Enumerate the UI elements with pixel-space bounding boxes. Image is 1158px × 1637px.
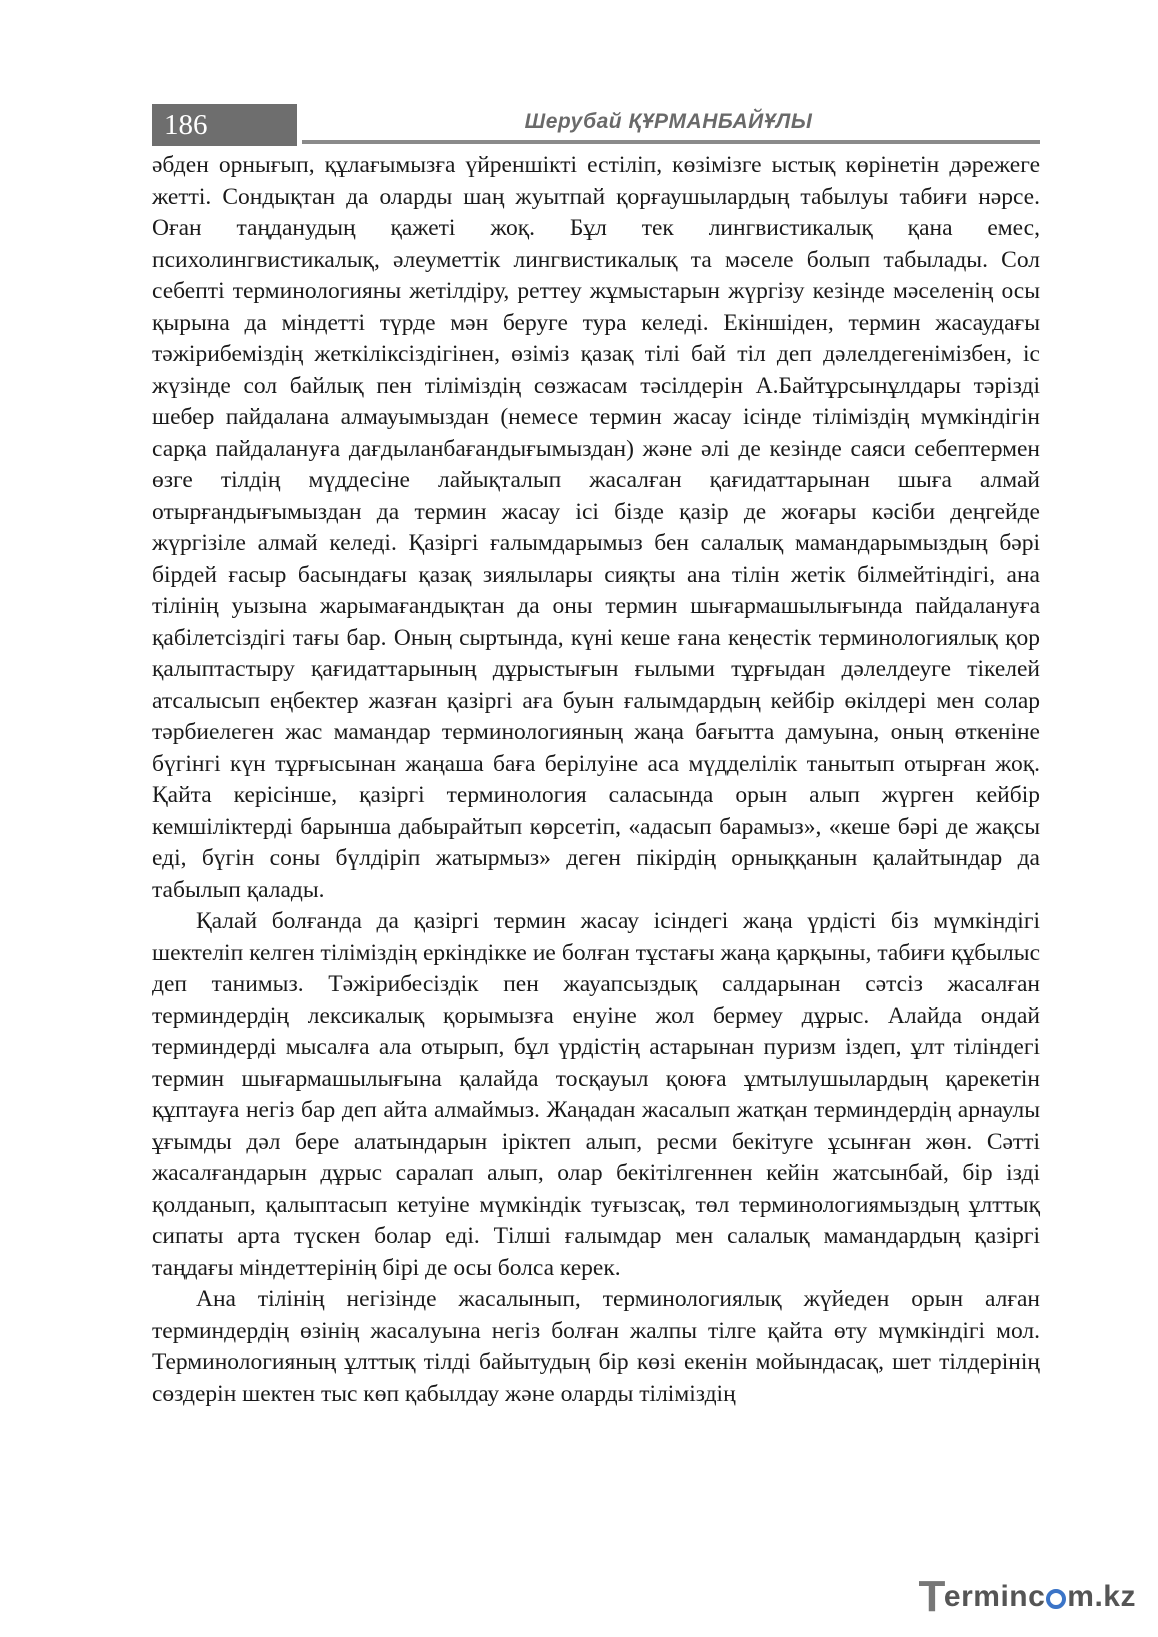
- paragraph: Қалай болғанда да қазіргі термин жасау ісіндегі жаңа үрдісті біз мүмкіндігі шектеліп келген тіліміздің еркіндікке ие болған тұстағы жаңа қарқыны, табиғи құбылыс деп танимыз. Тәжірибесіздік пен жауапсыздық салдарынан сәтсіз жасалған терминдердің лексикалық қорымызға енуіне жол бермеу дұрыс. Алайда ондай терминдерді мысалға ала отырып, бұл үрдістің астарынан пуризм іздеп, ұлт тіліндегі термин шығармашылығына қалайда тосқауыл қоюға ұмтылушылардың қарекетін құптауға негіз бар деп айта алмаймыз. Жаңадан жасалып жатқан терминдердің арнаулы ұғымды дәл бере алатындарын іріктеп алып, ресми бекітуге ұсынған жөн. Сәтті жасалғандарын дұрыс саралап алып, олар бекітілгеннен кейін жатсынбай, бір ізді қолданып, қалыптасып кетуіне мүмкіндік туғызсақ, төл терминологиямыздың ұлттық сипаты арта түскен болар еді. Тілші ғалымдар мен салалық мамандардың қазіргі таңдағы міндеттерінің бірі де осы болса керек.: [152, 908, 1040, 1281]
- watermark-t-letter: T: [918, 1572, 946, 1621]
- watermark-ring-icon: [1046, 1589, 1066, 1609]
- page-header: [152, 104, 1040, 146]
- watermark-text-part2: m.kz: [1067, 1580, 1136, 1613]
- page-number: 186: [152, 104, 297, 146]
- paragraph: әбден орнығып, құлағымызға үйреншікті естіліп, көзімізге ыстық көрінетін дәрежеге жетті. Сондықтан да оларды шаң жуытпай қорғаушылардың табылуы табиғи нәрсе. Оған таңданудың қажеті жоқ. Бұл тек лингвистикалық қана емес, психолингвистикалық, әлеуметтік лингвистикалық та мәселе болып табылады. Сол себепті терминологияны жетілдіру, реттеу жұмыстарын жүргізу кезінде мәселенің осы қырына да міндетті түрде мән беруге тура келеді. Екіншіден, термин жасаудағы тәжірибеміздің жеткіліксіздігінен, өзіміз қазақ тілі бай тіл деп дәлелдегенімізбен, іс жүзінде сол байлық пен тіліміздің сөзжасам тәсілдерін А.Байтұрсынұлдары тәрізді шебер пайдалана алмауымыздан (немесе термин жасау ісінде тіліміздің мүмкіндігін сарқа пайдалануға дағдыланбағандығымыздан) және әлі де кезінде саяси себептермен өзге тілдің мүддесіне лайықталып жасалған қағидаттарынан шыға алмай отырғандығымыздан да термин жасау ісі бізде қазір де жоғары кәсіби деңгейде жүргізіле алмай келеді. Қазіргі ғалымдарымыз бен салалық мамандарымыздың бәрі бірдей ғасыр басындағы қазақ зиялылары сияқты ана тілін жетік білмейтіндігі, ана тілінің уызына жарымағандықтан да оны термин шығармашылығында пайдалануға қабілетсіздігі тағы бар. Оның сыртында, күні кеше ғана кеңестік терминологиялық қор қалыптастыру қағидаттарының дұрыстығын ғылыми тұрғыдан дәлелдеуге тікелей атсалысып еңбектер жазған қазіргі аға буын ғалымдардың кейбір өкілдері мен солар тәрбиелеген жас мамандар терминологияның жаңа бағытта дамуына, оның өткеніне бүгінгі күн тұрғысынан жаңаша баға берілуіне аса мүдделілік танытып отырған жоқ. Қайта керісінше, қазіргі терминология саласында орын алып жүрген кейбір кемшіліктерді барынша дабырайтып көрсетіп, «адасып барамыз», «кеше бәрі де жақсы еді, бүгін соны бүлдіріп жатырмыз» деген пікірдің орныққанын қалайтындар да табылып қалады.: [152, 152, 1040, 903]
- termincom-watermark-logo: [918, 1572, 1136, 1621]
- body-text: [152, 150, 1040, 1410]
- running-head-author: Шерубай ҚҰРМАНБАЙҰЛЫ: [524, 110, 813, 133]
- watermark-text-part1: erminc: [943, 1580, 1046, 1613]
- paragraph: Ана тілінің негізінде жасалынып, терминологиялық жүйеден орын алған терминдердің өзінің жасалуына негіз болған жалпы тілге қайта өту мүмкіндігі мол. Терминологияның ұлттық тілді байытудың бір көзі екенін мойындасақ, шет тілдерінің сөздерін шектен тыс көп қабылдау және оларды тіліміздің: [152, 1286, 1040, 1407]
- header-rule: [302, 140, 1040, 144]
